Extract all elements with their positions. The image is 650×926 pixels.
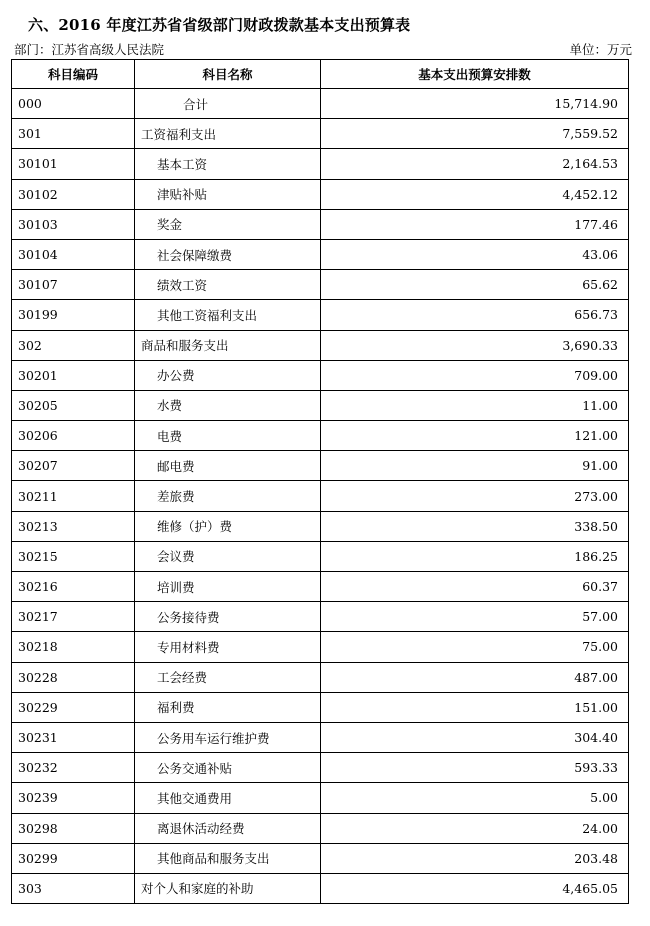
table-row [12, 330, 629, 360]
table-row [12, 119, 629, 149]
column-header-amount: 基本支出预算安排数 [321, 60, 629, 89]
row-amount: 273.00 [321, 481, 629, 511]
row-amount: 5.00 [321, 783, 629, 813]
row-amount: 338.50 [321, 511, 629, 541]
row-code: 30205 [12, 390, 135, 420]
row-amount: 24.00 [321, 813, 629, 843]
row-amount: 4,452.12 [321, 179, 629, 209]
row-code: 30107 [12, 270, 135, 300]
row-name: 公务用车运行维护费 [135, 722, 321, 752]
row-name: 合计 [135, 89, 321, 119]
column-header-code: 科目编码 [12, 60, 135, 89]
table-row [12, 873, 629, 903]
row-code: 30213 [12, 511, 135, 541]
row-amount: 91.00 [321, 451, 629, 481]
table-row [12, 89, 629, 119]
row-amount: 75.00 [321, 632, 629, 662]
column-header-name: 科目名称 [135, 60, 321, 89]
row-name: 差旅费 [135, 481, 321, 511]
row-name: 专用材料费 [135, 632, 321, 662]
row-amount: 4,465.05 [321, 873, 629, 903]
row-name: 其他工资福利支出 [135, 300, 321, 330]
row-amount: 487.00 [321, 662, 629, 692]
table-row [12, 239, 629, 269]
table-row [12, 149, 629, 179]
table-row [12, 511, 629, 541]
row-amount: 15,714.90 [321, 89, 629, 119]
row-name: 福利费 [135, 692, 321, 722]
row-name: 办公费 [135, 360, 321, 390]
row-code: 30298 [12, 813, 135, 843]
row-code: 30104 [12, 239, 135, 269]
row-name: 工会经费 [135, 662, 321, 692]
row-amount: 3,690.33 [321, 330, 629, 360]
row-code: 30239 [12, 783, 135, 813]
row-amount: 203.48 [321, 843, 629, 873]
row-amount: 11.00 [321, 390, 629, 420]
row-amount: 65.62 [321, 270, 629, 300]
row-name: 绩效工资 [135, 270, 321, 300]
row-code: 30201 [12, 360, 135, 390]
row-name: 培训费 [135, 572, 321, 602]
table-row [12, 813, 629, 843]
header-row [12, 60, 629, 89]
row-code: 30102 [12, 179, 135, 209]
row-name: 邮电费 [135, 451, 321, 481]
table-body [12, 89, 629, 904]
table-row [12, 390, 629, 420]
row-code: 30231 [12, 722, 135, 752]
row-code: 000 [12, 89, 135, 119]
row-amount: 2,164.53 [321, 149, 629, 179]
department-label: 部门：江苏省高级人民法院 [14, 42, 165, 57]
row-code: 30229 [12, 692, 135, 722]
row-amount: 593.33 [321, 753, 629, 783]
row-code: 30207 [12, 451, 135, 481]
row-code: 30232 [12, 753, 135, 783]
row-amount: 304.40 [321, 722, 629, 752]
table-row [12, 753, 629, 783]
page-title: 六、2016 年度江苏省省级部门财政拨款基本支出预算表 [28, 16, 411, 34]
row-code: 30216 [12, 572, 135, 602]
row-code: 30199 [12, 300, 135, 330]
row-amount: 177.46 [321, 209, 629, 239]
row-code: 30299 [12, 843, 135, 873]
row-name: 津贴补贴 [135, 179, 321, 209]
table-row [12, 179, 629, 209]
row-amount: 186.25 [321, 541, 629, 571]
row-amount: 60.37 [321, 572, 629, 602]
table-row [12, 783, 629, 813]
table-row [12, 662, 629, 692]
row-amount: 656.73 [321, 300, 629, 330]
row-code: 30211 [12, 481, 135, 511]
row-code: 30215 [12, 541, 135, 571]
table-header [12, 60, 629, 89]
table-row [12, 572, 629, 602]
row-code: 301 [12, 119, 135, 149]
table-row [12, 722, 629, 752]
table-row [12, 451, 629, 481]
table-row [12, 481, 629, 511]
row-amount: 43.06 [321, 239, 629, 269]
row-name: 其他交通费用 [135, 783, 321, 813]
row-name: 社会保障缴费 [135, 239, 321, 269]
row-name: 公务接待费 [135, 602, 321, 632]
row-name: 会议费 [135, 541, 321, 571]
row-code: 30103 [12, 209, 135, 239]
row-name: 电费 [135, 421, 321, 451]
row-code: 30217 [12, 602, 135, 632]
row-code: 30218 [12, 632, 135, 662]
row-amount: 57.00 [321, 602, 629, 632]
table-row [12, 209, 629, 239]
table-row [12, 270, 629, 300]
unit-label: 单位：万元 [569, 42, 632, 57]
row-amount: 151.00 [321, 692, 629, 722]
row-name: 维修（护）费 [135, 511, 321, 541]
table-row [12, 632, 629, 662]
row-code: 30228 [12, 662, 135, 692]
row-amount: 709.00 [321, 360, 629, 390]
table-row [12, 421, 629, 451]
budget-table [11, 59, 629, 904]
row-name: 离退休活动经费 [135, 813, 321, 843]
row-code: 30206 [12, 421, 135, 451]
row-name: 公务交通补贴 [135, 753, 321, 783]
row-name: 其他商品和服务支出 [135, 843, 321, 873]
table-row [12, 602, 629, 632]
row-name: 商品和服务支出 [135, 330, 321, 360]
table-row [12, 300, 629, 330]
table-row [12, 843, 629, 873]
table-row [12, 360, 629, 390]
row-name: 工资福利支出 [135, 119, 321, 149]
row-name: 基本工资 [135, 149, 321, 179]
row-name: 对个人和家庭的补助 [135, 873, 321, 903]
table-row [12, 692, 629, 722]
table-row [12, 541, 629, 571]
row-code: 30101 [12, 149, 135, 179]
row-code: 302 [12, 330, 135, 360]
row-amount: 7,559.52 [321, 119, 629, 149]
row-name: 水费 [135, 390, 321, 420]
row-name: 奖金 [135, 209, 321, 239]
row-amount: 121.00 [321, 421, 629, 451]
row-code: 303 [12, 873, 135, 903]
